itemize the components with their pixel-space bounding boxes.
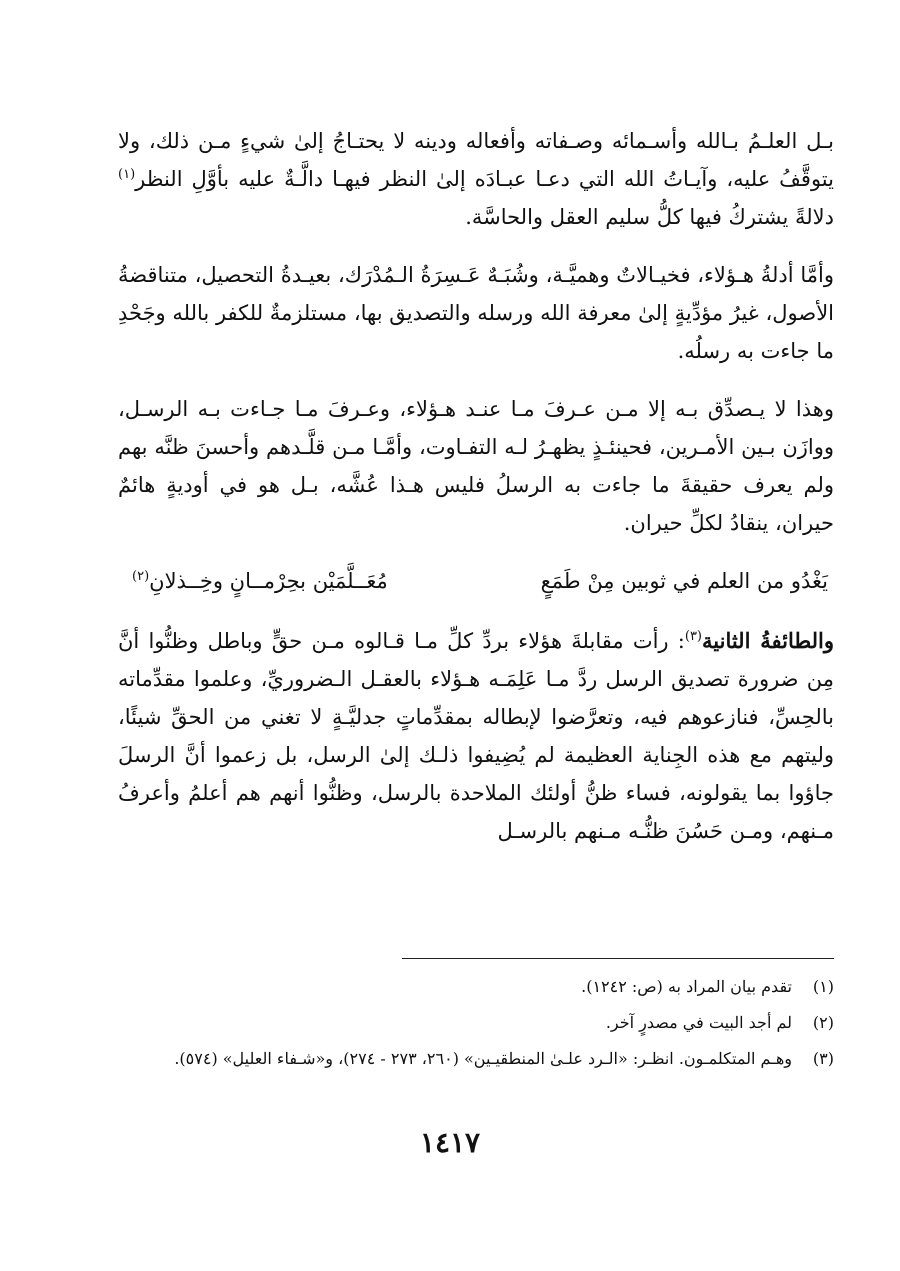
footnote-2-number: (٢) xyxy=(812,1013,834,1032)
footnote-3-text: وهـم المتكلمـون. انظـر: «الـرد علـىٰ المنطقيـين» (٢٦٠، ٢٧٣ - ٢٧٤)، و«شـفاء العليل» (٥٧٤). xyxy=(174,1049,792,1068)
footnote-3-number: (٣) xyxy=(812,1049,834,1068)
footnote-3 xyxy=(118,1044,834,1074)
paragraph-2: وأمَّا أدلةُ هـؤلاء، فخيـالاتٌ وهميَّـة، وشُبَـهٌ عَـسِرَةُ الـمُدْرَك، بعيـدةُ التحصيل، متناقضةُ الأصول، غيرُ مؤدِّيةٍ إلىٰ معرفة الله ورسله والتصديق بها، مستلزمةٌ للكفر بالله وجَحْدِ ما جاءت به رسلُه. xyxy=(118,263,834,363)
footnote-2-text: لم أجد البيت في مصدرٍ آخر. xyxy=(605,1013,792,1032)
verse-first-hemistich: يَغْدُو من العلم في ثوبين مِنْ طَمَعٍ xyxy=(540,569,828,593)
footnote-mark-2[interactable]: (٢) xyxy=(132,569,150,584)
page-number: ١٤١٧ xyxy=(419,1126,481,1159)
paragraph-4-text: : رأت مقابلةَ هؤلاء بردِّ كلِّ مـا قـالوه مـن حقٍّ وباطل وظنُّوا أنَّ مِن ضرورة تصديق الرسل ردَّ مـا عَلِمَـه هـؤلاء بالعقـل الـضروريِّ، وعلموا مقدِّماته بالحِسِّ، فنازعوهم فيه، وتعرَّضوا لإبطاله بمقدِّماتٍ جدليَّـةٍ لا تغني من الحقِّ شيئًا، وليتهم مع هذه الجِناية العظيمة لم يُضِيفوا ذلـك إلىٰ الرسل، بل زعموا أنَّ الرسلَ جاؤوا بما يقولونه، فساء ظنُّ أولئك الملاحدة بالرسل، وظنُّوا أنهم هم أعلمُ وأعرفُ مـنهم، ومـن حَسُنَ ظنُّـه مـنهم بالرسـل xyxy=(118,629,834,843)
footnotes-section xyxy=(118,972,834,1080)
paragraph-4 xyxy=(118,622,834,850)
footnote-mark-3[interactable]: (٣) xyxy=(684,629,702,644)
footnote-divider xyxy=(402,958,834,959)
paragraph-1-tail: دلالةً يشتركُ فيها كلُّ سليم العقل والحاسَّة. xyxy=(465,205,834,229)
verse-second-hemistich xyxy=(132,562,388,600)
poetry-verse xyxy=(118,562,834,600)
footnote-1 xyxy=(118,972,834,1002)
paragraph-3: وهذا لا يـصدِّق بـه إلا مـن عـرفَ مـا عنـد هـؤلاء، وعـرفَ مـا جـاءت بـه الرسـل، ووازَن بـين الأمـرين، فحينئـذٍ يظهـرُ لـه التفـاوت، وأمَّـا مـن قلَّـدهم وأحسنَ ظنَّه بهم ولم يعرف حقيقةَ ما جاءت به الرسلُ فليس هـذا عُشَّه، بـل هو في أوديةٍ هائمٌ حيران، ينقادُ لكلِّ حيران. xyxy=(118,397,834,535)
paragraph-1-text: بـل العلـمُ بـالله وأسـمائه وصـفاته وأفعاله ودينه لا يحتـاجُ إلىٰ شيءٍ مـن ذلك، ولا يتوقَّفُ عليه، وآيـاتُ الله التي دعـا عبـادَه إلىٰ النظر فيهـا دالَّـةٌ عليه بأوَّلِ النظر xyxy=(118,129,834,191)
footnote-1-number: (١) xyxy=(812,977,834,996)
page-body xyxy=(118,122,834,870)
footnote-mark-1[interactable]: (١) xyxy=(118,167,136,182)
footnote-1-text: تقدم بيان المراد به (ص: ١٢٤٢). xyxy=(581,977,792,996)
paragraph-1 xyxy=(118,122,834,236)
paragraph-4-heading: والطائفةُ الثانية xyxy=(702,628,834,653)
verse-second-hemistich-text: مُعَــلَّمَيْن بحِرْمــانٍ وخِــذلانِ xyxy=(149,569,388,593)
footnote-2 xyxy=(118,1008,834,1038)
